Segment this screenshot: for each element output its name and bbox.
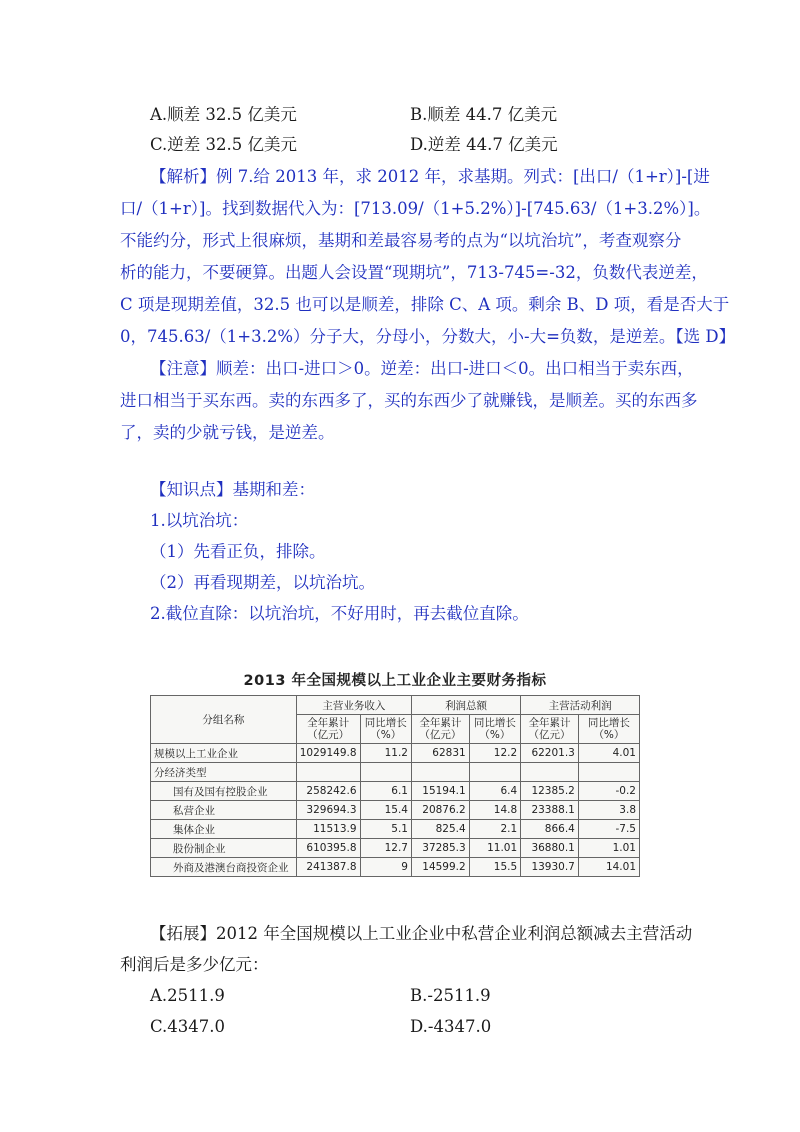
cell (296, 763, 360, 782)
cell: 6.4 (469, 782, 520, 801)
analysis-line-3: 不能约分，形式上很麻烦，基期和差最容易考的点为“以坑治坑”，考查观察分 (120, 231, 682, 250)
cell: 13930.7 (521, 858, 579, 877)
analysis-line-1: 【解析】例 7.给 2013 年，求 2012 年，求基期。列式：[出口/（1+r）]-[进 (150, 167, 710, 186)
cell: 11513.9 (296, 820, 360, 839)
cell: 11.2 (360, 744, 411, 763)
col-group-name: 分组名称 (151, 696, 297, 744)
cell (578, 763, 639, 782)
cell: 15194.1 (411, 782, 469, 801)
extension-line-1: 【拓展】2012 年全国规模以上工业企业中私营企业利润总额减去主营活动 (150, 924, 693, 943)
cell (469, 763, 520, 782)
cell: 2.1 (469, 820, 520, 839)
table-row (151, 782, 640, 801)
option-c-top: C.逆差 32.5 亿美元 (150, 135, 298, 154)
cell: 15.5 (469, 858, 520, 877)
header-revenue: 主营业务收入 (296, 696, 411, 715)
cell: 37285.3 (411, 839, 469, 858)
knowledge-item-2: 2.截位直除：以坑治坑，不好用时，再去截位直除。 (150, 604, 529, 623)
row-name: 分经济类型 (151, 763, 297, 782)
cell: 14599.2 (411, 858, 469, 877)
option-d-top: D.逆差 44.7 亿美元 (410, 135, 558, 154)
row-name: 规模以上工业企业 (151, 744, 297, 763)
option-d-bottom: D.-4347.0 (410, 1017, 492, 1036)
knowledge-item-1b: （2）再看现期差，以坑治坑。 (150, 573, 375, 592)
financial-table (150, 695, 640, 877)
table-row (151, 744, 640, 763)
cell: 258242.6 (296, 782, 360, 801)
cell: -7.5 (578, 820, 639, 839)
cell: 14.8 (469, 801, 520, 820)
note-line-2: 进口相当于买东西。卖的东西多了，买的东西少了就赚钱，是顺差。买的东西多 (120, 391, 698, 410)
sub-cum-1: 全年累计（亿元） (296, 715, 360, 744)
analysis-line-5: C 项是现期差值，32.5 也可以是顺差，排除 C、A 项。剩余 B、D 项，看是否大于 (120, 295, 730, 314)
cell: 23388.1 (521, 801, 579, 820)
cell: 62831 (411, 744, 469, 763)
cell: 11.01 (469, 839, 520, 858)
cell: -0.2 (578, 782, 639, 801)
table-row (151, 801, 640, 820)
cell (521, 763, 579, 782)
cell: 9 (360, 858, 411, 877)
cell: 20876.2 (411, 801, 469, 820)
cell: 6.1 (360, 782, 411, 801)
cell: 12.2 (469, 744, 520, 763)
cell: 825.4 (411, 820, 469, 839)
cell: 4.01 (578, 744, 639, 763)
table-row (151, 839, 640, 858)
note-line-3: 了，卖的少就亏钱，是逆差。 (120, 423, 335, 442)
cell: 1.01 (578, 839, 639, 858)
cell: 5.1 (360, 820, 411, 839)
row-name: 集体企业 (151, 820, 297, 839)
header-total-profit: 利润总额 (411, 696, 520, 715)
analysis-line-6: 0，745.63/（1+3.2%）分子大，分母小，分数大，小-大=负数，是逆差。【选 D】 (120, 327, 736, 346)
cell: 866.4 (521, 820, 579, 839)
analysis-line-4: 析的能力，不要硬算。出题人会设置“现期坑”，713-745=-32，负数代表逆差， (120, 263, 708, 282)
table-row (151, 858, 640, 877)
analysis-line-2: 口/（1+r）]。找到数据代入为：[713.09/（1+5.2%）]-[745.63/（1+3.2%）]。 (120, 199, 711, 218)
knowledge-item-1: 1.以坑治坑： (150, 511, 249, 530)
sub-cum-2: 全年累计（亿元） (411, 715, 469, 744)
cell: 12385.2 (521, 782, 579, 801)
cell (360, 763, 411, 782)
row-name: 外商及港澳台商投资企业 (151, 858, 297, 877)
row-name: 私营企业 (151, 801, 297, 820)
option-a-bottom: A.2511.9 (150, 986, 225, 1005)
option-a-top: A.顺差 32.5 亿美元 (150, 105, 297, 124)
cell: 3.8 (578, 801, 639, 820)
cell: 610395.8 (296, 839, 360, 858)
option-c-bottom: C.4347.0 (150, 1017, 226, 1036)
option-b-top: B.顺差 44.7 亿美元 (410, 105, 558, 124)
table-title: 2013 年全国规模以上工业企业主要财务指标 (243, 673, 547, 689)
cell: 329694.3 (296, 801, 360, 820)
sub-growth-1: 同比增长（%） (360, 715, 411, 744)
cell: 12.7 (360, 839, 411, 858)
table-row (151, 820, 640, 839)
sub-growth-2: 同比增长（%） (469, 715, 520, 744)
row-name: 国有及国有控股企业 (151, 782, 297, 801)
financial-table-figure (150, 665, 640, 903)
cell: 1029149.8 (296, 744, 360, 763)
sub-growth-3: 同比增长（%） (578, 715, 639, 744)
cell: 14.01 (578, 858, 639, 877)
knowledge-heading: 【知识点】基期和差： (150, 480, 315, 499)
cell: 241387.8 (296, 858, 360, 877)
option-b-bottom: B.-2511.9 (410, 986, 491, 1005)
cell: 36880.1 (521, 839, 579, 858)
knowledge-item-1a: （1）先看正负，排除。 (150, 542, 326, 561)
cell: 62201.3 (521, 744, 579, 763)
cell: 15.4 (360, 801, 411, 820)
cell (411, 763, 469, 782)
sub-cum-3: 全年累计（亿元） (521, 715, 579, 744)
table-row (151, 763, 640, 782)
note-line-1: 【注意】顺差：出口-进口＞0。逆差：出口-进口＜0。出口相当于卖东西， (150, 359, 694, 378)
header-main-profit: 主营活动利润 (521, 696, 640, 715)
extension-line-2: 利润后是多少亿元： (120, 955, 269, 974)
row-name: 股份制企业 (151, 839, 297, 858)
